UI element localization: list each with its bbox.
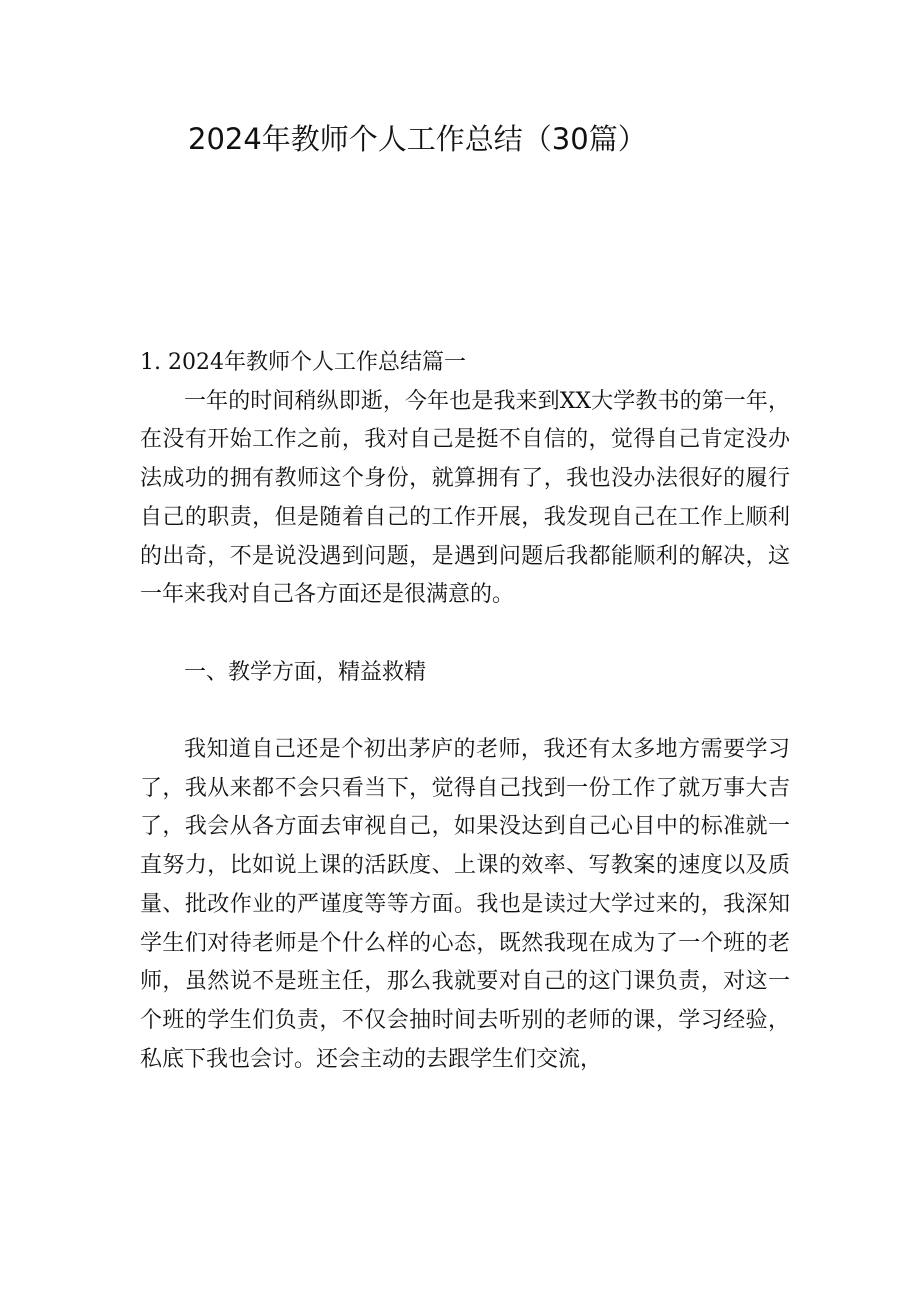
section-paragraph: 我知道自己还是个初出茅庐的老师，我还有太多地方需要学习了，我从来都不会只看当下，觉得自己找到一份工作了就万事大吉了，我会从各方面去审视自己，如果没达到自己心目中的标准就一直努力，比如说上课的活跃度、上课的效率、写教案的速度以及质量、批改作业的严谨度等等方面。我也是读过大学过来的，我深知学生们对待老师是个什么样的心态，既然我现在成为了一个班的老师，虽然说不是班主任，那么我就要对自己的这门课负责，对这一个班的学生们负责，不仅会抽时间去听别的老师的课，学习经验，私底下我也会讨。还会主动的去跟学生们交流， <box>140 737 790 1072</box>
paragraph-spacer <box>140 692 790 731</box>
section-heading: 一、教学方面，精益救精 <box>184 659 427 685</box>
intro-paragraph: 一年的时间稍纵即逝，今年也是我来到XX大学教书的第一年，在没有开始工作之前，我对自己是挺不自信的，觉得自己肯定没办法成功的拥有教师这个身份，就算拥有了，我也没办法很好的履行自己的职责，但是随着自己的工作开展，我发现自己在工作上顺利的出奇，不是说没遇到问题，是遇到问题后我都能顺利的解决，这一年来我对自己各方面还是很满意的。 <box>140 388 790 608</box>
document-body <box>140 344 790 1079</box>
document-title: 2024年教师个人工作总结（30篇） <box>188 122 647 156</box>
article-heading: 1. 2024年教师个人工作总结篇一 <box>140 350 466 375</box>
paragraph-spacer <box>140 615 790 654</box>
